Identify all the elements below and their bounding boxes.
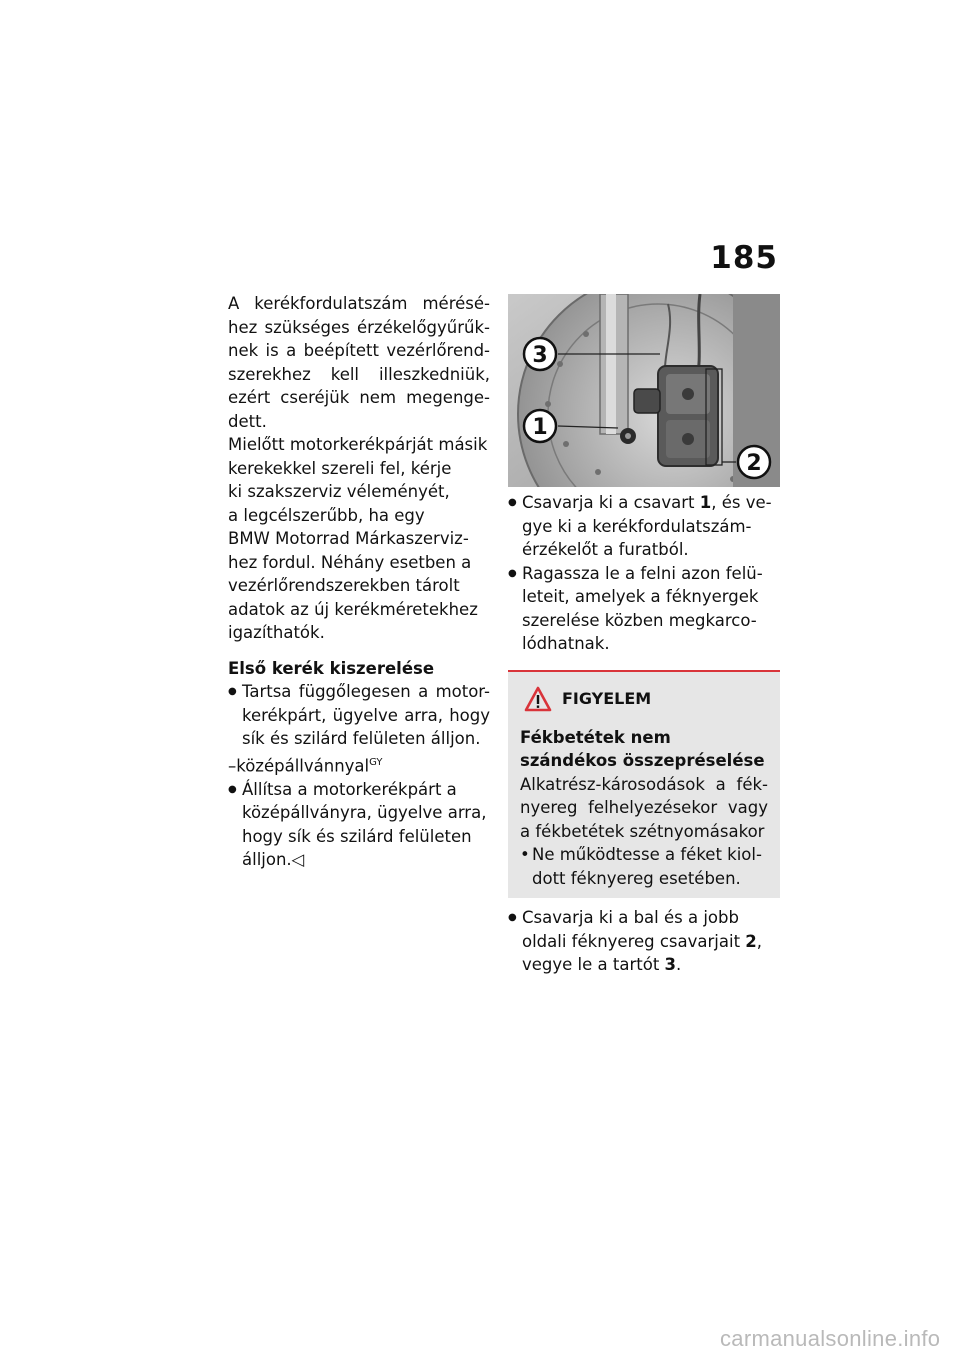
dash-item-text: –középállvánnyal (228, 756, 370, 775)
brake-caliper-illustration (508, 294, 780, 487)
bullet-item-text: Csavarja ki a csavart (522, 493, 700, 512)
bullet-item-text: Csavarja ki a bal és a jobb oldali féknyereg csavarjait (522, 908, 746, 951)
section-heading: Első kerék kiszerelése (228, 658, 435, 678)
warning-item: • Ne működtesse a féket kiol-dott féknyereg esetében. (520, 843, 768, 890)
text-line: vezérlőrendszerekben tárolt (228, 576, 460, 595)
warning-text: Alkatrész-károsodások a fék-nyereg felhelyezésekor vagy a fékbetétek szétnyomásakor (520, 774, 768, 841)
bullet-item-ref: 3 (664, 955, 677, 974)
brake-caliper-figure (508, 294, 780, 487)
text-line: ki szakszerviz véleményét, (228, 482, 450, 501)
bullet-item: ● Ragassza le a felni azon felü-leteit, amelyek a féknyergek szerelése közben megkarco-lódhatnak. (508, 562, 780, 656)
warning-triangle-icon (524, 686, 552, 712)
paragraph-other-wheels (228, 433, 490, 645)
bullet-item (228, 778, 490, 872)
paragraph-sensor-rings: A kerékfordulatszám mérésé-hez szükséges érzékelőgyűrűk-nek is a beépített vezérlőrend-szerekhez kell illeszkedniük, ezért cseréjük nem megenge-dett. (228, 294, 490, 431)
callout-2-label: 2 (746, 451, 762, 476)
bullet-item-text: Állítsa a motorkerékpárt a középállványra, ügyelve arra, hogy sík és szilárd felületen álljon. (242, 779, 487, 869)
text-line: Mielőtt motorkerékpárját másik (228, 435, 488, 454)
bullet-item-ref: 1 (699, 493, 712, 512)
end-mark: ◁ (291, 850, 305, 869)
warning-subtitle: Fékbetétek nem szándékos összepréselése (520, 727, 765, 770)
bullet-item-text: , és ve-gye ki a kerékfordulatszám-érzékelőt a furatból. (522, 493, 772, 559)
text-line: adatok az új kerékméretekhez (228, 599, 478, 619)
text-line: kerekekkel szereli fel, kérje (228, 458, 452, 478)
right-column (508, 294, 780, 977)
left-column (228, 292, 490, 872)
callout-1-label: 1 (532, 415, 548, 440)
warning-header (520, 686, 768, 712)
bullet-item (508, 491, 780, 562)
watermark: carmanualsonline.info (720, 1326, 941, 1351)
bullet-item-ref: 2 (745, 931, 757, 951)
text-line: BMW Motorrad Márkaszerviz- (228, 529, 469, 548)
dash-item-sup: GY (369, 756, 383, 768)
dash-item (228, 751, 490, 778)
bullet-item: ● Tartsa függőlegesen a motor-kerékpárt, ügyelve arra, hogy sík és szilárd felületen álljon. (228, 680, 490, 751)
warning-box (508, 670, 780, 899)
callout-3-label: 3 (532, 343, 548, 368)
page-number: 185 (710, 240, 778, 276)
bullet-item-text: , vegye le a tartót (522, 931, 763, 974)
text-line: hez fordul. Néhány esetben a (228, 552, 472, 572)
text-line: igazíthatók. (228, 623, 325, 642)
text-line: a legcélszerűbb, ha egy (228, 505, 425, 525)
bullet-item-text: . (676, 955, 682, 974)
warning-title: FIGYELEM (562, 689, 652, 708)
bullet-item (508, 906, 780, 977)
